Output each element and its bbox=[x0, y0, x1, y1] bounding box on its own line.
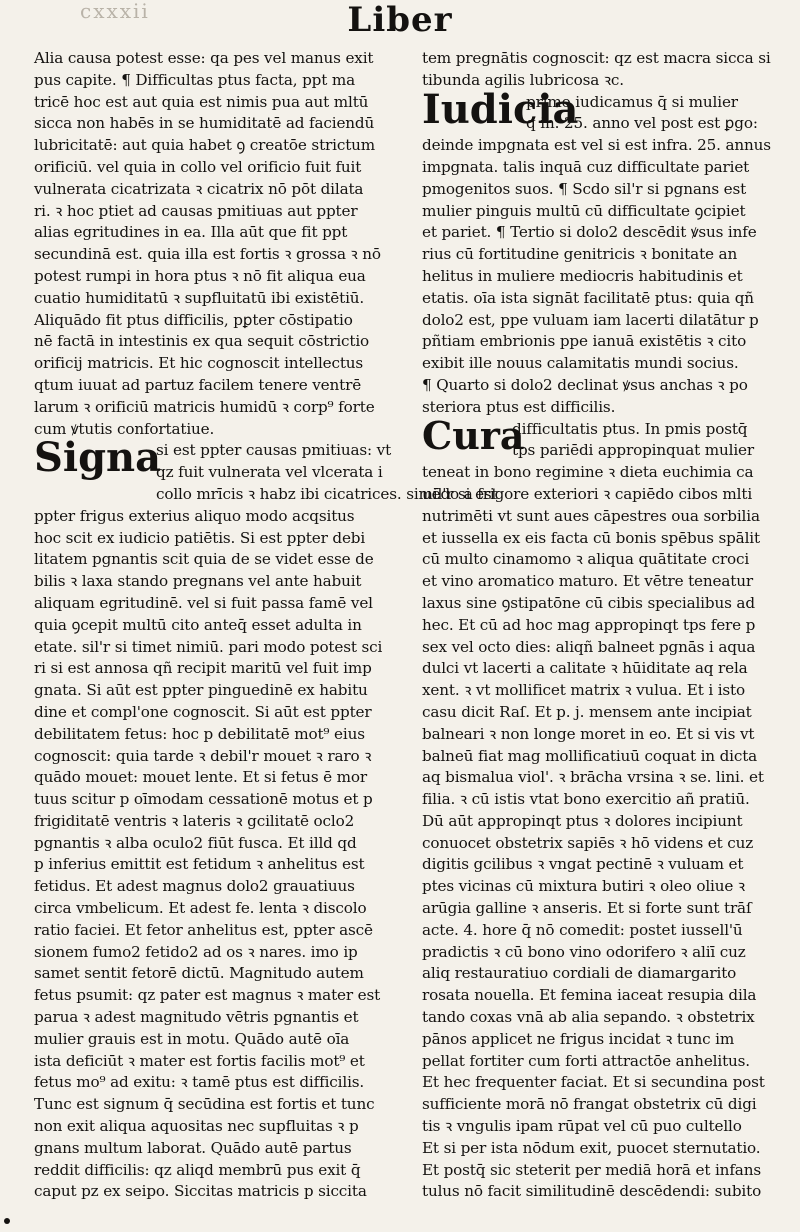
text-line: tuus scitur p oīmodam cessationē motus et p bbox=[34, 790, 373, 809]
text-line: frigiditatē ventris ꝛ lateris ꝛ gcilitatē oclo2 bbox=[34, 811, 355, 830]
text-line: deinde impgnata est vel si est infra. 25. annus bbox=[422, 136, 771, 155]
text-line: aq bismalua viol'. ꝛ brācha vrsina ꝛ se. lini. et bbox=[422, 768, 764, 787]
text-line: non exit aliqua aquositas nec supfluitas ꝛ p bbox=[34, 1117, 359, 1136]
text-line: pgnantis ꝛ alba oculo2 fiūt fusca. Et illd qd bbox=[34, 833, 357, 852]
text-line: ri si est annosa qñ recipit maritū vel fuit imp bbox=[34, 659, 372, 678]
text-line: hoc scit ex iudicio patiētis. Si est ppter debi bbox=[34, 528, 366, 547]
text-line: helitus in muliere mediocris habitudinis et bbox=[422, 266, 743, 285]
text-line: litatem pgnantis scit quia de se videt esse de bbox=[34, 550, 374, 569]
text-line: ¶ Quarto si dolo2 declinat ꝟsus anchas ꝛ po bbox=[422, 375, 748, 394]
text-line: sufficiente morā nō frangat obstetrix cū digi bbox=[422, 1095, 757, 1114]
text-line: q in. 25. anno vel post est ꝑgo: bbox=[526, 114, 758, 133]
iudicia-initial: Iudicia bbox=[422, 85, 579, 133]
text-line: nutrimēti vt sunt aues cāpestres oua sorbilia bbox=[422, 506, 760, 525]
text-line: aliquam egritudinē. vel si fuit passa famē vel bbox=[34, 593, 373, 612]
text-line: sionem fumo2 fetido2 ad os ꝛ nares. imo ip bbox=[34, 942, 358, 961]
text-line: conuocet obstetrix sapiēs ꝛ hō videns et cuz bbox=[422, 833, 754, 852]
text-line: arūgia galline ꝛ anseris. Et si forte sunt trāſ bbox=[422, 899, 752, 918]
text-line: ri. ꝛ hoc ptiet ad causas pmitiuas aut ppter bbox=[34, 201, 358, 220]
text-line: orificiū. vel quia in collo vel orificio fuit fuit bbox=[34, 157, 362, 176]
text-line: tricē hoc est aut quia est nimis pua aut mltū bbox=[34, 92, 369, 111]
text-line: ppter frigus exterius aliquo modo acqsitus bbox=[34, 506, 355, 525]
text-line: tando coxas vnā ab alia sepando. ꝛ obstetrix bbox=[422, 1008, 755, 1027]
iudicia-section-head bbox=[422, 85, 790, 136]
text-line: laxus sine ꝯstipatōne cū cibis specialibus ad bbox=[422, 593, 755, 612]
text-line: dolo2 est, ppe vuluam iam lacerti dilatātur p bbox=[422, 310, 759, 329]
text-line: filia. ꝛ cū istis vtat bono exercitio añ pratiū. bbox=[422, 790, 750, 809]
iudicia-beside-lines bbox=[526, 92, 790, 136]
text-line: quia ꝯcepit multū cito anteq̄ esset adulta in bbox=[34, 615, 362, 634]
text-line: sex vel octo dies: aliqñ balneet pgnās i aqua bbox=[422, 637, 756, 656]
text-line: pradictis ꝛ cū bono vino odorifero ꝛ aliī cuz bbox=[422, 942, 746, 961]
text-line: dulci vt lacerti a calitate ꝛ hūiditate aq rela bbox=[422, 659, 748, 678]
cura-beside-lines bbox=[512, 419, 790, 463]
text-line: et vino aromatico maturo. Et vētre teneatur bbox=[422, 572, 753, 591]
text-line: etatis. oīa ista signāt facilitatē ptus: quia qñ bbox=[422, 288, 754, 307]
text-line: si est ppter causas pmitiuas: vt bbox=[156, 441, 392, 460]
text-line: acte. 4. hore q̄ nō comedit: postet iussell'ū bbox=[422, 920, 743, 939]
text-line: Aliquādo fit ptus difficilis, pꝑter cōstipatio bbox=[34, 310, 353, 329]
text-line: fetus psumit: qz pater est magnus ꝛ mater est bbox=[34, 986, 381, 1005]
text-line: rosata nouella. Et femina iaceat resupia dila bbox=[422, 986, 757, 1005]
text-line: caput pz ex seipo. Siccitas matricis p siccita bbox=[34, 1182, 367, 1201]
text-line: tibunda agilis lubricosa ꝛc. bbox=[422, 70, 624, 89]
text-line: gnans multum laborat. Quādo autē partus bbox=[34, 1138, 352, 1157]
text-line: vulnerata cicatrizata ꝛ cicatrix nō pōt dilata bbox=[34, 179, 364, 198]
text-line: etate. sil'r si timet nimiū. pari modo potest sci bbox=[34, 637, 383, 656]
text-line: secundinā est. quia illa est fortis ꝛ grossa ꝛ nō bbox=[34, 245, 381, 264]
cura-section-head bbox=[422, 412, 790, 463]
text-line: quādo mouet: mouet lente. Et si fetus ē mor bbox=[34, 768, 368, 787]
folio-number: cxxxii bbox=[80, 0, 150, 23]
text-line: fetus mo⁹ ad exitu: ꝛ tamē ptus est difficilis. bbox=[34, 1073, 365, 1092]
right-column bbox=[422, 48, 790, 1220]
text-line: tps pariēdi appropinquat mulier bbox=[512, 441, 754, 460]
text-line: Alia causa potest esse: qa pes vel manus exit bbox=[34, 49, 374, 67]
text-line: p inferius emittit est fetidum ꝛ anhelitus est bbox=[34, 855, 365, 874]
text-line: Tunc est signum q̄ secūdina est fortis et tunc bbox=[34, 1095, 375, 1114]
page-dot-mark bbox=[4, 1218, 10, 1224]
text-line: Et postq̄ sic steterit per mediā horā et infans bbox=[422, 1160, 761, 1179]
text-line: steriora ptus est difficilis. bbox=[422, 397, 616, 416]
text-line: cognoscit: quia tarde ꝛ debil'r mouet ꝛ raro ꝛ bbox=[34, 746, 372, 765]
text-line: impgnata. talis inquā cuz difficultate pariet bbox=[422, 157, 750, 176]
running-title: Liber bbox=[347, 0, 453, 40]
text-line: hec. Et cū ad hoc mag appropinqt tps fere p bbox=[422, 615, 756, 634]
text-line: mulier grauis est in motu. Quādo autē oīa bbox=[34, 1029, 350, 1048]
text-line: ista deficiūt ꝛ mater est fortis facilis mot⁹ et bbox=[34, 1051, 365, 1070]
text-line: samet sentit fetorē dictū. Magnitudo autem bbox=[34, 964, 364, 983]
text-line: pānos applicet ne frigus incidat ꝛ tunc im bbox=[422, 1029, 735, 1048]
text-line: debilitatem fetus: hoc p debilitatē mot⁹ eius bbox=[34, 724, 365, 743]
text-line: teneat in bono regimine ꝛ dieta euchimia ca bbox=[422, 463, 754, 482]
text-line: tis ꝛ vngulis ipam rūpat vel cū puo cultello bbox=[422, 1117, 742, 1136]
cura-paragraph bbox=[422, 462, 790, 1203]
text-line: pmogenitos suos. ¶ Scdo sil'r si pgnans est bbox=[422, 179, 747, 198]
text-line: xent. ꝛ vt mollificet matrix ꝛ vulua. Et i isto bbox=[422, 681, 746, 700]
text-line: nē factā in intestinis ex qua sequit cōstrictio bbox=[34, 332, 370, 351]
text-line: rius cū fortitudine genitricis ꝛ bonitate an bbox=[422, 245, 738, 264]
text-line: parua ꝛ adest magnitudo vētris pgnantis et bbox=[34, 1008, 359, 1027]
text-line: reddit difficilis: qz aliqd membrū pus exit q̄ bbox=[34, 1160, 361, 1179]
signa-paragraph bbox=[34, 506, 406, 1204]
signa-section-head bbox=[34, 434, 498, 505]
text-line: potest rumpi in hora ptus ꝛ nō fit aliqua eua bbox=[34, 266, 366, 285]
text-line: pus capite. ¶ Difficultas ptus facta, ppt ma bbox=[34, 70, 356, 89]
text-line: collo mrīcis ꝛ habz ibi cicatrices. simil'r si est bbox=[156, 484, 498, 503]
text-line: ptes vicinas cū mixtura butiri ꝛ oleo oliue ꝛ bbox=[422, 877, 745, 896]
text-line: Dū aūt appropinqt ptus ꝛ dolores incipiunt bbox=[422, 811, 743, 830]
text-line: digitis gcilibus ꝛ vngat pectinē ꝛ vuluam et bbox=[422, 855, 744, 874]
cura-initial: Cura bbox=[422, 412, 525, 458]
text-line: lubricitatē: aut quia habet ꝯ creatōe strictum bbox=[34, 136, 376, 155]
text-line: orificij matricis. Et hic cognoscit intellectus bbox=[34, 354, 364, 373]
text-line: tulus nō facit similitudinē descēdendi: subito bbox=[422, 1182, 762, 1201]
text-line: circa vmbelicum. Et adest fe. lenta ꝛ discolo bbox=[34, 899, 367, 918]
text-line: pellat fortiter cum forti attractōe anhelitus. bbox=[422, 1051, 750, 1070]
text-line: pñtiam embrionis ppe ianuā existētis ꝛ cito bbox=[422, 332, 747, 351]
paragraph-causes bbox=[34, 48, 406, 440]
text-line: ratio faciei. Et fetor anhelitus est, ppter ascē bbox=[34, 920, 373, 939]
text-line: uēdo a frigore exteriori ꝛ capiēdo cibos mlti bbox=[422, 484, 753, 503]
text-line: cū multo cinamomo ꝛ aliqua quātitate croci bbox=[422, 550, 750, 569]
text-line: sicca non habēs in se humiditatē ad faciendū bbox=[34, 114, 375, 133]
text-line: qz fuit vulnerata vel vlcerata i bbox=[156, 463, 383, 482]
text-line: fetidus. Et adest magnus dolo2 grauatiuus bbox=[34, 877, 355, 896]
text-line: dine et compl'one cognoscit. Si aūt est ppter bbox=[34, 702, 372, 721]
text-line: difficultatis ptus. In pmis postq̄ bbox=[512, 419, 748, 438]
text-line: qtum iuuat ad partuz facilem tenere ventrē bbox=[34, 375, 362, 394]
text-line: casu dicit Raſ. Et p. j. mensem ante incipiat bbox=[422, 702, 752, 721]
text-line: Et hec frequenter faciat. Et si secundina post bbox=[422, 1073, 765, 1092]
signa-initial: Signa bbox=[34, 434, 162, 482]
text-line: Et si per ista nōdum exit, puocet sternutatio. bbox=[422, 1138, 761, 1157]
iudicia-paragraph bbox=[422, 135, 790, 418]
text-line: gnata. Si aūt est ppter pinguedinē ex habitu bbox=[34, 681, 368, 700]
text-line: mulier pinguis multū cū difficultate ꝯcipiet bbox=[422, 201, 746, 220]
text-line: primo iudicamus q̄ si mulier bbox=[526, 92, 738, 111]
column-gutter bbox=[414, 44, 415, 1224]
text-line: aliq restauratiuo cordiali de diamargarito bbox=[422, 964, 737, 983]
text-line: larum ꝛ orificiū matricis humidū ꝛ corp⁹ forte bbox=[34, 397, 375, 416]
text-line: cuatio humiditatū ꝛ supfluitatū ibi existētiū. bbox=[34, 288, 365, 307]
text-line: alias egritudines in ea. Illa aūt que fit ppt bbox=[34, 223, 348, 242]
text-line: cum ꝟtutis confortatiue. bbox=[34, 419, 215, 438]
text-line: exibit ille nouus calamitatis mundi socius. bbox=[422, 354, 739, 373]
text-line: balneū fiat mag mollificatiuū coquat in dicta bbox=[422, 746, 758, 765]
text-line: tem pregnātis cognoscit: qz est macra sicca si bbox=[422, 49, 771, 67]
text-line: balneari ꝛ non longe moret in eo. Et si vis vt bbox=[422, 724, 755, 743]
text-line: et pariet. ¶ Tertio si dolo2 descēdit ꝟsus infe bbox=[422, 223, 757, 242]
text-line: bilis ꝛ laxa stando pregnans vel ante habuit bbox=[34, 572, 362, 591]
text-line: et iussella ex eis facta cū bonis spēbus spālit bbox=[422, 528, 760, 547]
